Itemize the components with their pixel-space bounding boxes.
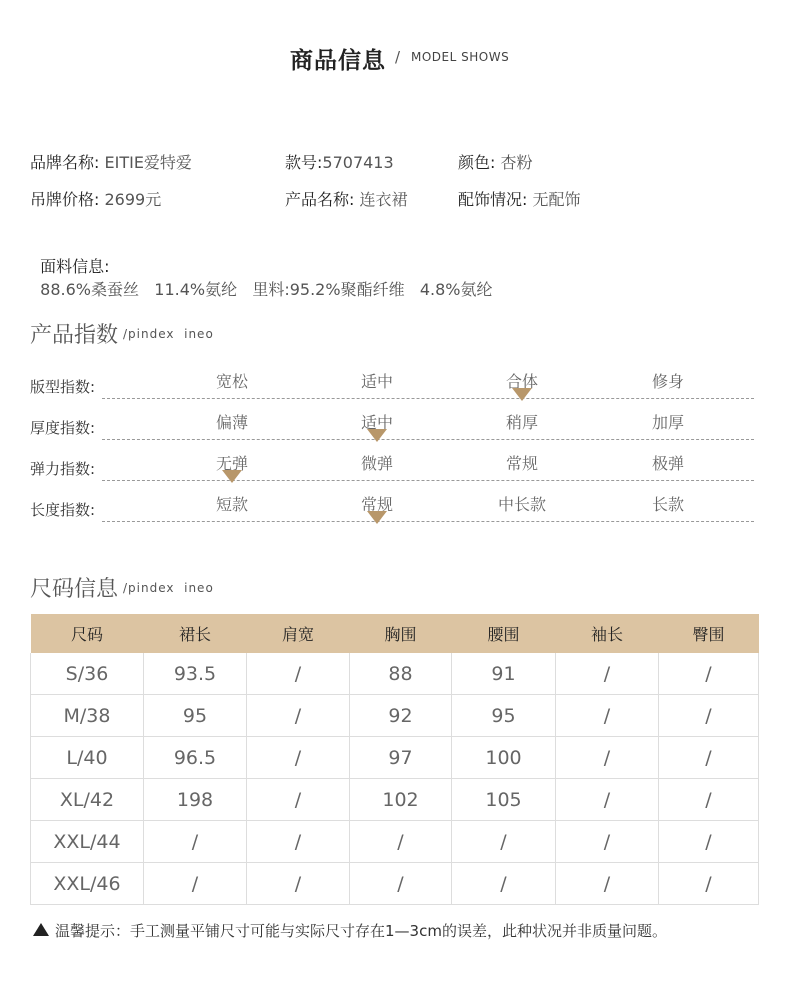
- table-cell: /: [247, 737, 350, 779]
- table-cell: 92: [350, 695, 452, 737]
- column-header: 臀围: [659, 614, 759, 653]
- table-cell: M/38: [31, 695, 144, 737]
- product-name-value: 连衣裙: [359, 190, 408, 209]
- index-option: 长款: [651, 495, 685, 514]
- index-row-divider: [102, 398, 754, 399]
- index-option: 稍厚: [505, 413, 539, 432]
- color-label: 颜色:: [458, 153, 496, 172]
- fabric-label: 面料信息:: [40, 257, 110, 276]
- table-cell: 102: [350, 779, 452, 821]
- table-cell: /: [350, 863, 452, 905]
- index-option: 适中: [360, 372, 394, 391]
- table-cell: /: [144, 863, 247, 905]
- table-cell: 100: [452, 737, 556, 779]
- page-subtitle: MODEL SHOWS: [411, 50, 510, 64]
- index-row-label: 版型指数:: [30, 378, 96, 396]
- brand-value: EITIE爱特爱: [104, 153, 192, 172]
- index-row: [30, 410, 754, 440]
- table-cell: /: [350, 821, 452, 863]
- table-cell: S/36: [31, 653, 144, 695]
- index-row-label: 弹力指数:: [30, 460, 96, 478]
- tag-price-label: 吊牌价格:: [30, 190, 100, 209]
- table-cell: /: [659, 737, 759, 779]
- table-cell: 95: [452, 695, 556, 737]
- index-option: 短款: [215, 495, 249, 514]
- table-row: [31, 653, 759, 695]
- table-cell: /: [247, 695, 350, 737]
- table-cell: /: [556, 779, 659, 821]
- note-text: 温馨提示：手工测量平铺尺寸可能与实际尺寸存在1—3cm的误差，此种状况并非质量问题。: [55, 922, 667, 940]
- table-cell: /: [659, 863, 759, 905]
- index-row-label: 厚度指数:: [30, 419, 96, 437]
- index-row-divider: [102, 480, 754, 481]
- fabric-value: 88.6%桑蚕丝 11.4%氨纶 里料:95.2%聚酯纤维 4.8%氨纶: [40, 280, 493, 299]
- product-name-label: 产品名称:: [285, 190, 355, 209]
- index-section-title: 产品指数: [30, 323, 119, 348]
- table-cell: 93.5: [144, 653, 247, 695]
- index-row-divider: [102, 439, 754, 440]
- index-row: [30, 369, 754, 399]
- table-cell: /: [452, 863, 556, 905]
- table-cell: /: [556, 695, 659, 737]
- column-header: 胸围: [350, 614, 452, 653]
- table-row: [31, 737, 759, 779]
- index-option: 合体: [505, 372, 539, 391]
- fabric-info: [30, 235, 492, 300]
- index-option: 修身: [651, 372, 685, 391]
- size-table-body: [31, 653, 759, 905]
- column-header: 尺码: [31, 614, 144, 653]
- brand-label: 品牌名称:: [30, 153, 100, 172]
- index-section-subtitle: /pindex ineo: [123, 327, 214, 341]
- table-cell: /: [556, 737, 659, 779]
- column-header: 裙长: [144, 614, 247, 653]
- warning-icon: [33, 923, 49, 936]
- table-cell: /: [247, 821, 350, 863]
- size-section-title: 尺码信息: [30, 577, 119, 602]
- measurement-note: [33, 920, 667, 941]
- accessories-info: [458, 187, 581, 210]
- color-info: [458, 150, 533, 173]
- style-no-info: [285, 150, 394, 173]
- table-cell: 95: [144, 695, 247, 737]
- table-cell: XL/42: [31, 779, 144, 821]
- tag-price-info: [30, 187, 161, 210]
- table-cell: /: [659, 821, 759, 863]
- index-option: 适中: [360, 413, 394, 432]
- index-row: [30, 451, 754, 481]
- table-cell: XXL/44: [31, 821, 144, 863]
- table-cell: /: [659, 695, 759, 737]
- index-option: 加厚: [651, 413, 685, 432]
- table-row: [31, 863, 759, 905]
- tag-price-value: 2699元: [104, 190, 162, 209]
- selected-marker-icon: [367, 511, 387, 524]
- page-title: 商品信息: [290, 48, 386, 74]
- table-cell: 88: [350, 653, 452, 695]
- title-separator: /: [395, 48, 401, 66]
- accessories-label: 配饰情况:: [458, 190, 528, 209]
- index-row-divider: [102, 521, 754, 522]
- accessories-value: 无配饰: [532, 190, 581, 209]
- index-option: 偏薄: [215, 413, 249, 432]
- table-cell: 96.5: [144, 737, 247, 779]
- table-row: [31, 695, 759, 737]
- column-header: 袖长: [556, 614, 659, 653]
- table-cell: /: [452, 821, 556, 863]
- table-cell: XXL/46: [31, 863, 144, 905]
- style-no-value: 5707413: [322, 153, 394, 172]
- size-section-subtitle: /pindex ineo: [123, 581, 214, 595]
- index-option: 宽松: [215, 372, 249, 391]
- table-cell: 105: [452, 779, 556, 821]
- column-header: 腰围: [452, 614, 556, 653]
- table-row: [31, 821, 759, 863]
- table-cell: /: [659, 779, 759, 821]
- table-cell: /: [556, 821, 659, 863]
- index-option: 微弹: [360, 454, 394, 473]
- table-cell: /: [556, 863, 659, 905]
- table-cell: /: [247, 863, 350, 905]
- table-cell: 198: [144, 779, 247, 821]
- table-cell: /: [247, 653, 350, 695]
- size-table-header: [31, 614, 759, 653]
- index-option: 中长款: [497, 495, 547, 514]
- brand-info: [30, 150, 192, 173]
- index-option: 常规: [505, 454, 539, 473]
- table-cell: L/40: [31, 737, 144, 779]
- selected-marker-icon: [512, 388, 532, 401]
- table-cell: /: [659, 653, 759, 695]
- table-cell: /: [144, 821, 247, 863]
- table-cell: 97: [350, 737, 452, 779]
- color-value: 杏粉: [500, 153, 533, 172]
- index-row-label: 长度指数:: [30, 501, 96, 519]
- table-cell: /: [247, 779, 350, 821]
- index-row: [30, 492, 754, 522]
- style-no-label: 款号:: [285, 153, 323, 172]
- table-cell: 91: [452, 653, 556, 695]
- selected-marker-icon: [367, 429, 387, 442]
- index-option: 极弹: [651, 454, 685, 473]
- index-option: 常规: [360, 495, 394, 514]
- index-option: 无弹: [215, 454, 249, 473]
- size-table: [30, 614, 759, 905]
- selected-marker-icon: [222, 470, 242, 483]
- table-cell: /: [556, 653, 659, 695]
- product-name-info: [285, 187, 408, 210]
- column-header: 肩宽: [247, 614, 350, 653]
- table-row: [31, 779, 759, 821]
